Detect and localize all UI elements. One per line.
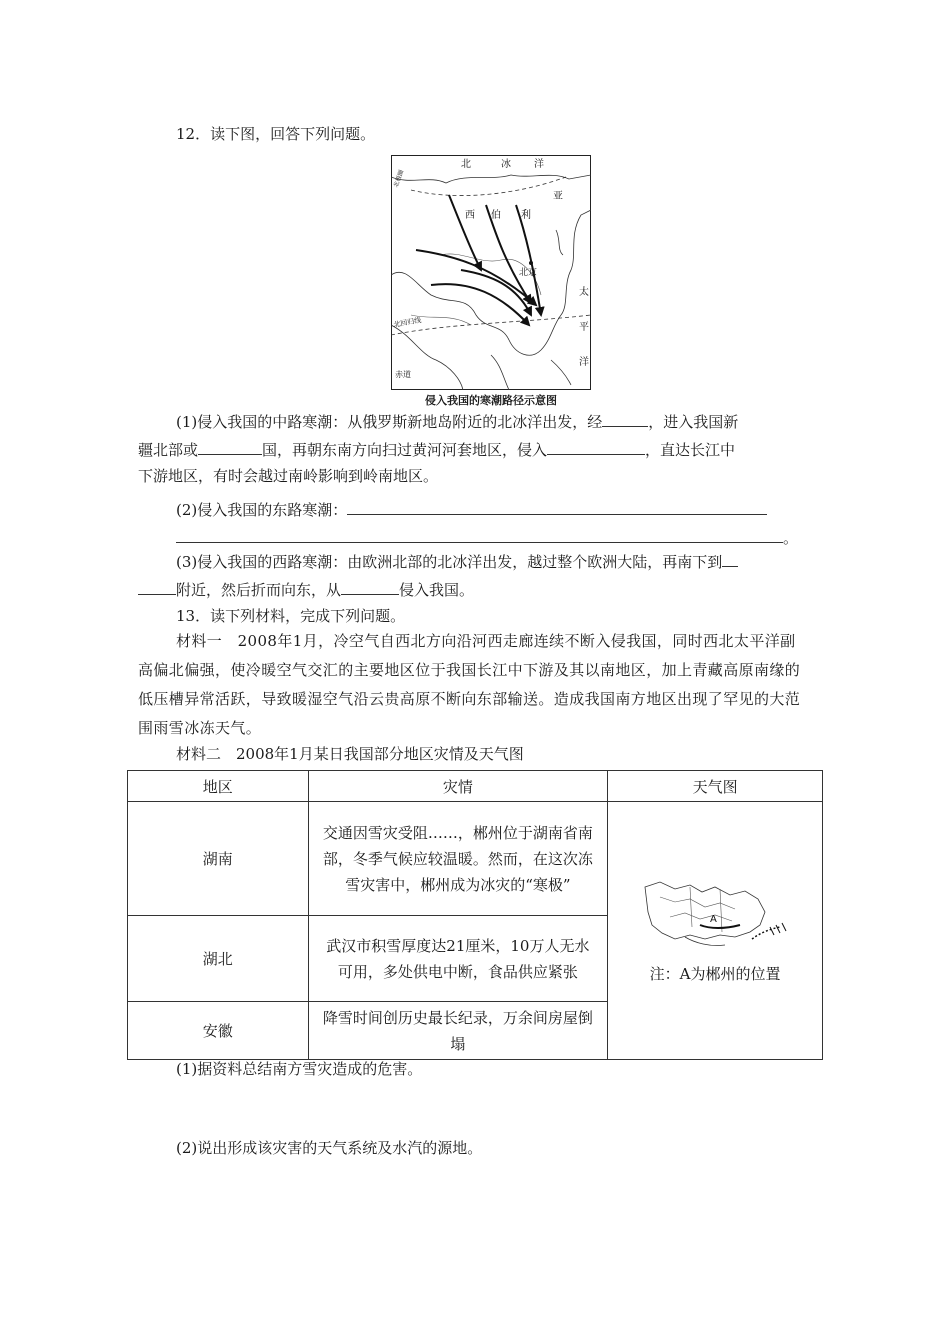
map-label-ice: 冰 <box>501 159 511 170</box>
q13-sub1: (1)据资料总结南方雪灾造成的危害。 <box>176 1060 423 1078</box>
map-label-ocean: 洋 <box>534 159 544 170</box>
q12-sub1-line2: 疆北部或 国，再朝东南方向扫过黄河河套地区，侵入 ，直达长江中 <box>138 438 735 460</box>
table-cell-detail: 武汉市积雪厚度达21厘米，10万人无水可用，多处供电中断，食品供应紧张 <box>308 916 608 1002</box>
table-header-weather-map: 天气图 <box>608 771 823 802</box>
q13-material1: 材料一 2008年1月，冷空气自西北方向沿河西走廊连续不断入侵我国，同时西北太平洋副高偏北偏强，使冷暖空气交汇的主要地区位于我国长江中下游及其以南地区，加上青藏高原南缘的低压槽异常活跃，导致暖湿空气沿云贵高原不断向东部输送。造成我国南方地区出现了罕见的大范围雨雪冰冻天气。 <box>138 632 801 737</box>
map-label-bo: 伯 <box>491 210 501 221</box>
disaster-table <box>127 770 823 1060</box>
weather-map-cell <box>608 802 823 1060</box>
map-label-li: 利 <box>521 210 531 221</box>
q12-sub3-line1: (3)侵入我国的西路寒潮：由欧洲北部的北冰洋出发，越过整个欧洲大陆，再南下到 <box>176 550 738 572</box>
table-cell-detail: 交通因雪灾受阻……，郴州位于湖南省南部，冬季气候应较温暖。然而，在这次冻雪灾害中，郴州成为冰灾的“寒极” <box>308 802 608 916</box>
q12-sub1-line1: (1)侵入我国的中路寒潮：从俄罗斯新地岛附近的北冰洋出发，经 ，进入我国新 <box>176 410 738 432</box>
q12-sub3-line2: 附近，然后折而向东，从 侵入我国。 <box>138 578 474 600</box>
weather-map-note: 注：A为郴州的位置 <box>649 965 781 983</box>
map-label-yang: 洋 <box>579 357 589 368</box>
cold-wave-path-map <box>391 155 591 390</box>
map-label-tropic: 北回归线 <box>392 316 422 329</box>
map-label-equator: 赤道 <box>395 370 411 379</box>
table-row <box>128 802 823 916</box>
map-label-tai: 太 <box>579 287 589 298</box>
q12-prompt: 12．读下图，回答下列问题。 <box>176 125 376 143</box>
weather-map <box>640 877 790 957</box>
q13-material2-title: 材料二 2008年1月某日我国部分地区灾情及天气图 <box>176 745 524 763</box>
map-label-xi: 西 <box>465 210 475 221</box>
q12-sub1-line3: 下游地区，有时会越过南岭影响到岭南地区。 <box>138 467 439 485</box>
q12-sub2-line1: (2)侵入我国的东路寒潮： <box>176 498 767 520</box>
weather-map-label-a: A <box>710 914 717 925</box>
q12-sub2-line2: 。 <box>176 526 798 548</box>
map-label-beijing: 北京 <box>519 268 538 278</box>
table-cell-region: 安徽 <box>128 1002 309 1060</box>
table-header-region: 地区 <box>128 771 309 802</box>
table-cell-region: 湖北 <box>128 916 309 1002</box>
map-label-arctic-circle: 北极圈 <box>392 169 406 189</box>
table-cell-region: 湖南 <box>128 802 309 916</box>
map-label-ping: 平 <box>579 322 589 333</box>
map-label-north: 北 <box>461 159 471 170</box>
table-cell-detail: 降雪时间创历史最长纪录，万余间房屋倒塌 <box>308 1002 608 1060</box>
table-header-detail: 灾情 <box>308 771 608 802</box>
map-caption: 侵入我国的寒潮路径示意图 <box>425 394 557 407</box>
map-label-ya: 亚 <box>553 191 563 202</box>
q13-sub2: (2)说出形成该灾害的天气系统及水汽的源地。 <box>176 1139 483 1157</box>
q13-prompt: 13．读下列材料，完成下列问题。 <box>176 607 406 625</box>
table-header-row <box>128 771 823 802</box>
